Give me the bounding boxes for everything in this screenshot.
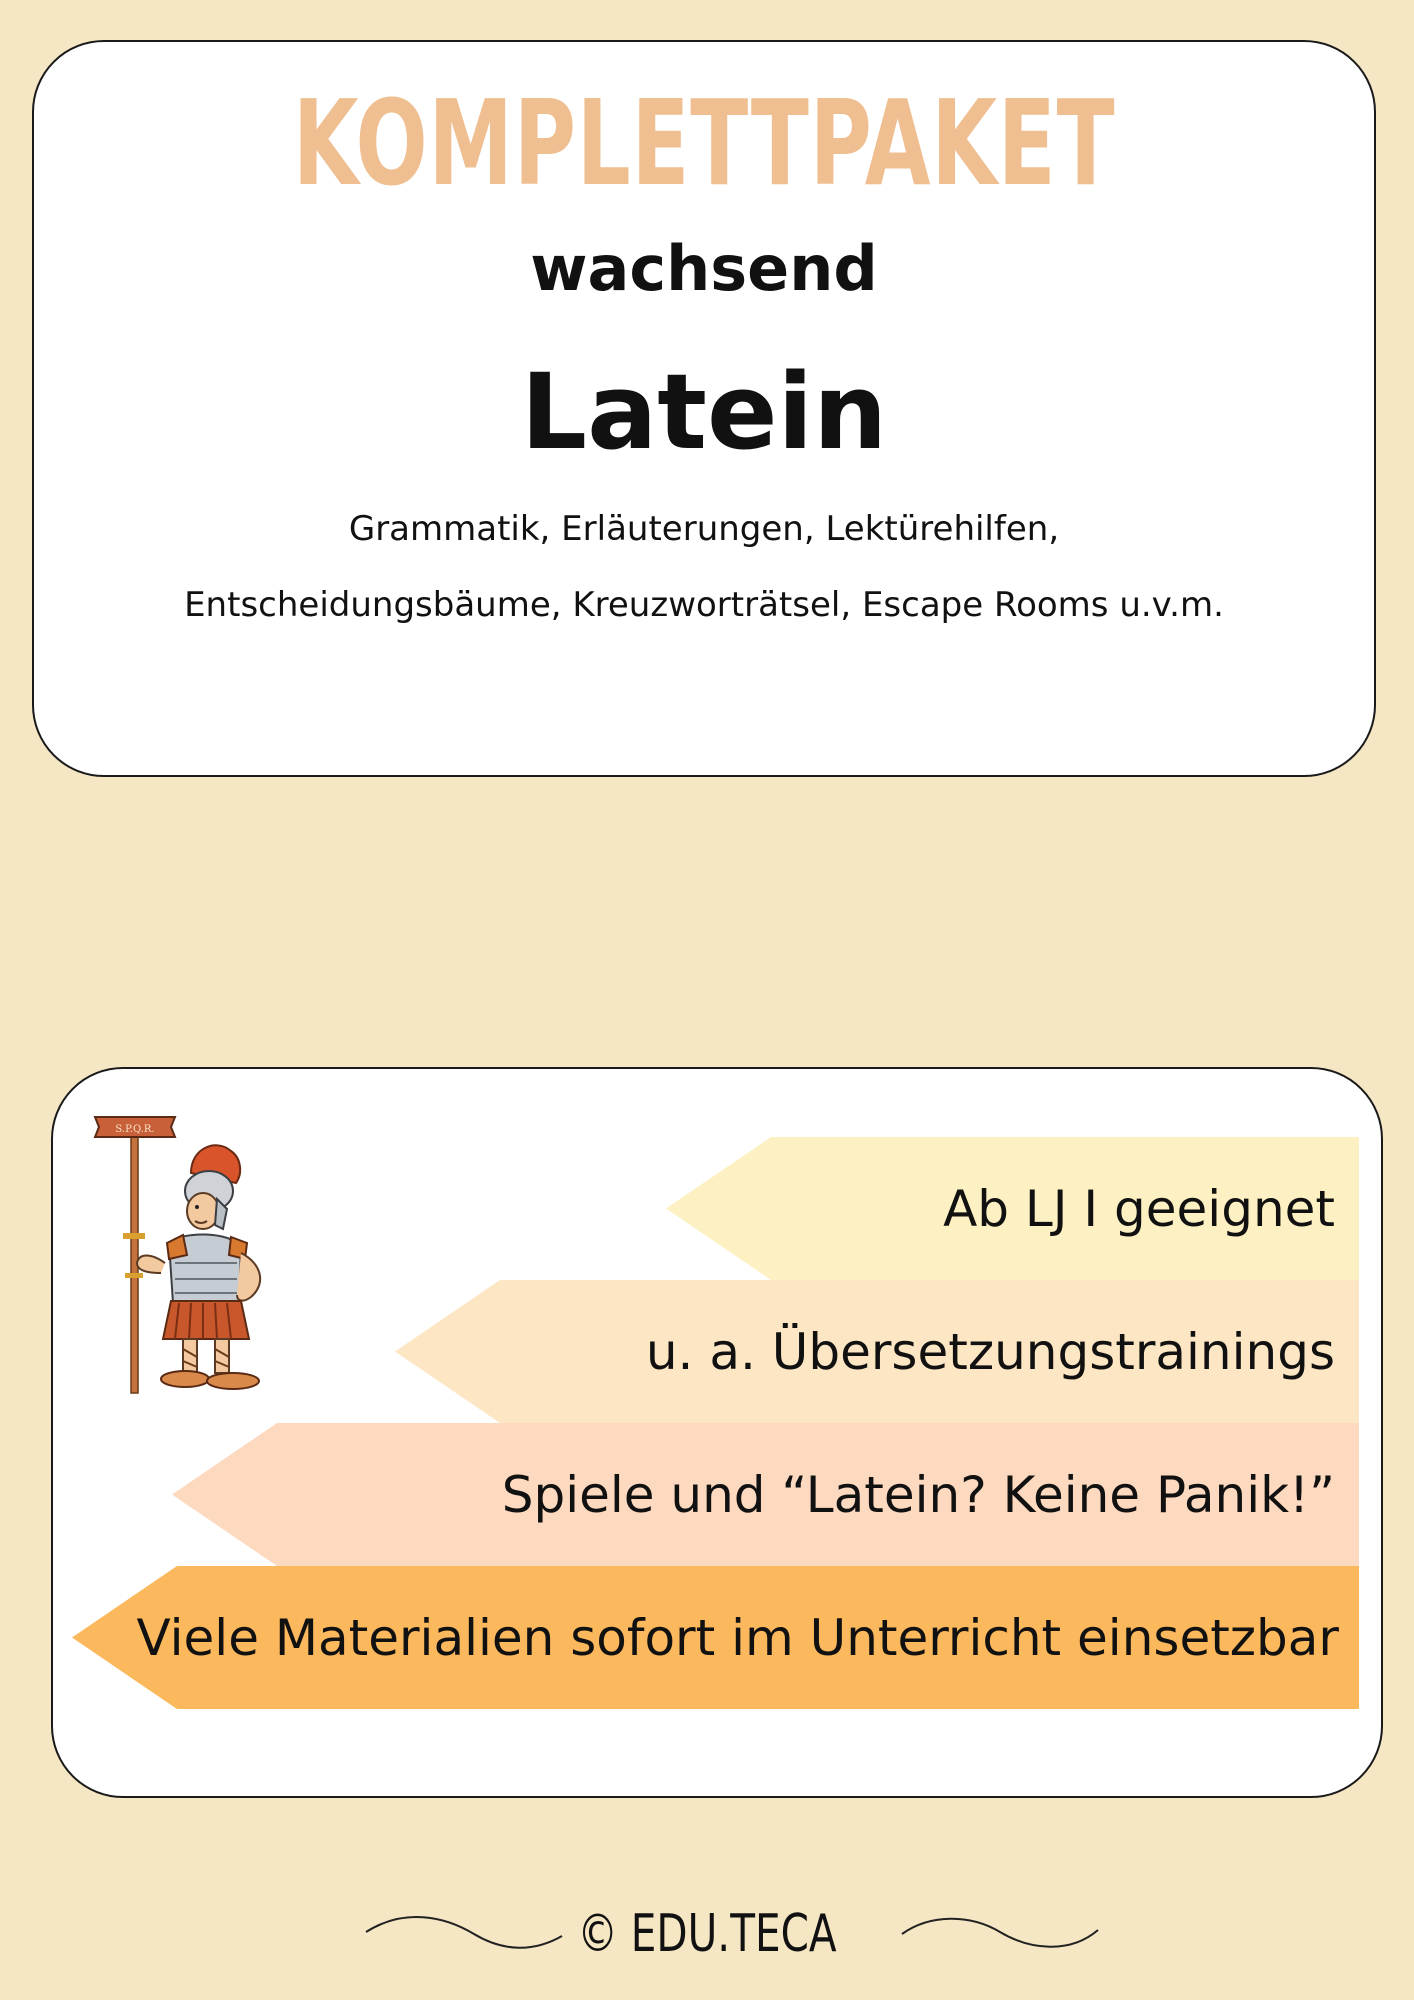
description-line-2: Entscheidungsbäume, Kreuzworträtsel, Escape Rooms u.v.m. [184,585,1224,625]
feature-arrow-3 [172,1423,1359,1566]
features-card [51,1067,1383,1798]
feature-arrow-1 [666,1137,1359,1280]
subtitle: wachsend [530,232,878,305]
roman-soldier-icon [91,1113,281,1407]
page-title: KOMPLETTPAKET [292,74,1116,212]
description-line-1: Grammatik, Erläuterungen, Lektürehilfen, [348,509,1060,549]
wave-right-icon [900,1908,1100,1958]
header-card [32,40,1376,777]
feature-label-1: Ab LJ I geeignet [943,1179,1335,1238]
feature-arrow-4 [72,1566,1359,1709]
subject-heading: Latein [520,351,888,473]
spqr-text: S.P.Q.R. [115,1124,155,1135]
feature-label-2: u. a. Übersetzungstrainings [645,1322,1335,1381]
copyright-text: © EDU.TECA [577,1904,837,1964]
feature-arrow-2 [395,1280,1359,1423]
feature-label-3: Spiele und “Latein? Keine Panik!” [501,1465,1335,1524]
feature-label-4: Viele Materialien sofort im Unterricht einsetzbar [136,1608,1339,1667]
footer [0,1904,1414,1968]
